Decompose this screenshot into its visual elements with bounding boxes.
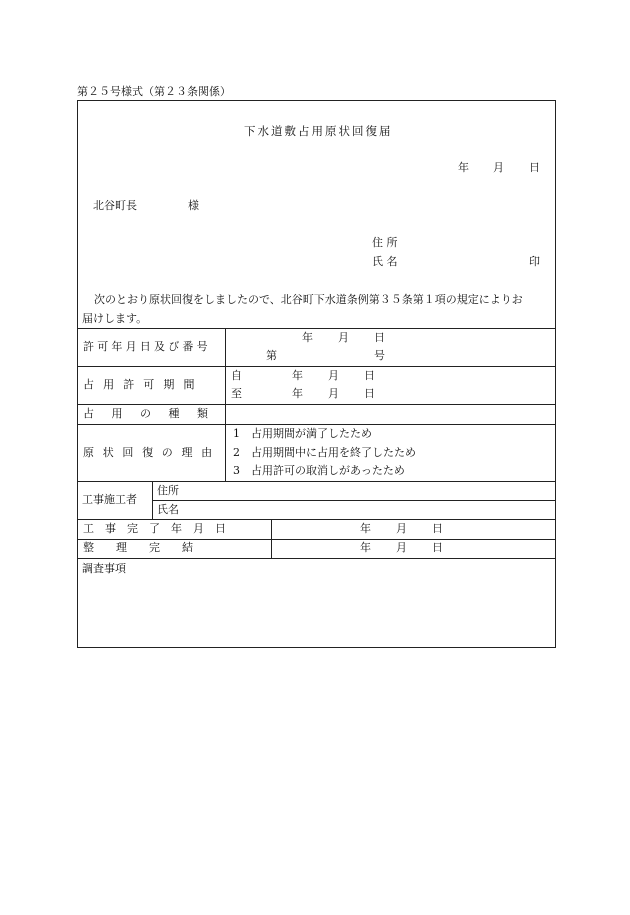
contractor-address-label: 住所: [157, 484, 179, 497]
date-day: 日: [529, 161, 540, 174]
period-to-month: 月: [328, 387, 339, 400]
survey-label: 調査事項: [82, 562, 126, 575]
row-rule-6: [77, 539, 556, 540]
row-rule-5: [77, 519, 556, 520]
row-rule-2: [77, 404, 556, 405]
permit-number-suffix: 号: [374, 349, 385, 362]
date-year: 年: [458, 161, 469, 174]
completion-year: 年: [360, 522, 371, 535]
period-from-day: 日: [364, 369, 375, 382]
reason-item-3: 3 占用許可の取消しがあったため: [233, 464, 405, 477]
permit-day: 日: [374, 331, 385, 344]
permit-month: 月: [338, 331, 349, 344]
row-rule-4: [77, 481, 556, 482]
reason-item-2: 2 占用期間中に占用を終了したため: [233, 446, 416, 459]
addressee-honorific: 様: [188, 199, 199, 212]
date-month: 月: [493, 161, 504, 174]
form-frame: [77, 100, 556, 648]
settlement-label: 整 理 完 結: [83, 541, 193, 554]
statement-line-1: 次のとおり原状回復をしましたので、北谷町下水道条例第３５条第１項の規定によりお: [94, 293, 523, 306]
settlement-day: 日: [432, 541, 443, 554]
table-top-rule: [77, 328, 556, 329]
reason-item-1: 1 占用期間が満了したため: [233, 427, 372, 440]
completion-month: 月: [396, 522, 407, 535]
permit-year: 年: [302, 331, 313, 344]
row-rule-1: [77, 366, 556, 367]
col-rule-dates: [271, 519, 272, 558]
seal-mark: 印: [529, 255, 540, 268]
row-rule-3: [77, 424, 556, 425]
form-title: 下水道敷占用原状回復届: [244, 124, 393, 138]
period-to-day: 日: [364, 387, 375, 400]
settlement-month: 月: [396, 541, 407, 554]
contractor-label: 工事施工者: [82, 493, 137, 506]
applicant-address-label: 住 所: [372, 236, 398, 249]
statement-line-2: 届けします。: [82, 312, 148, 325]
row-rule-contractor: [152, 500, 556, 501]
form-number-label: 第２５号様式（第２３条関係）: [77, 85, 231, 98]
contractor-name-label: 氏名: [157, 503, 179, 516]
addressee-name: 北谷町長: [93, 199, 137, 212]
type-label: 占 用 の 種 類: [83, 407, 215, 420]
period-from-month: 月: [328, 369, 339, 382]
period-label: 占 用 許 可 期 間: [83, 378, 198, 391]
row-rule-7: [77, 558, 556, 559]
settlement-year: 年: [360, 541, 371, 554]
col-rule-main: [225, 328, 226, 481]
period-from-year: 年: [292, 369, 303, 382]
permit-number-prefix: 第: [266, 349, 277, 362]
completion-label: 工 事 完 了 年 月 日: [83, 522, 226, 535]
reason-label: 原 状 回 復 の 理 由: [83, 446, 215, 459]
period-to: 至: [231, 387, 242, 400]
applicant-name-label: 氏 名: [372, 255, 398, 268]
period-to-year: 年: [292, 387, 303, 400]
completion-day: 日: [432, 522, 443, 535]
col-rule-contractor: [152, 481, 153, 519]
permit-label: 許可年月日及び番号: [83, 340, 211, 353]
period-from: 自: [231, 369, 242, 382]
